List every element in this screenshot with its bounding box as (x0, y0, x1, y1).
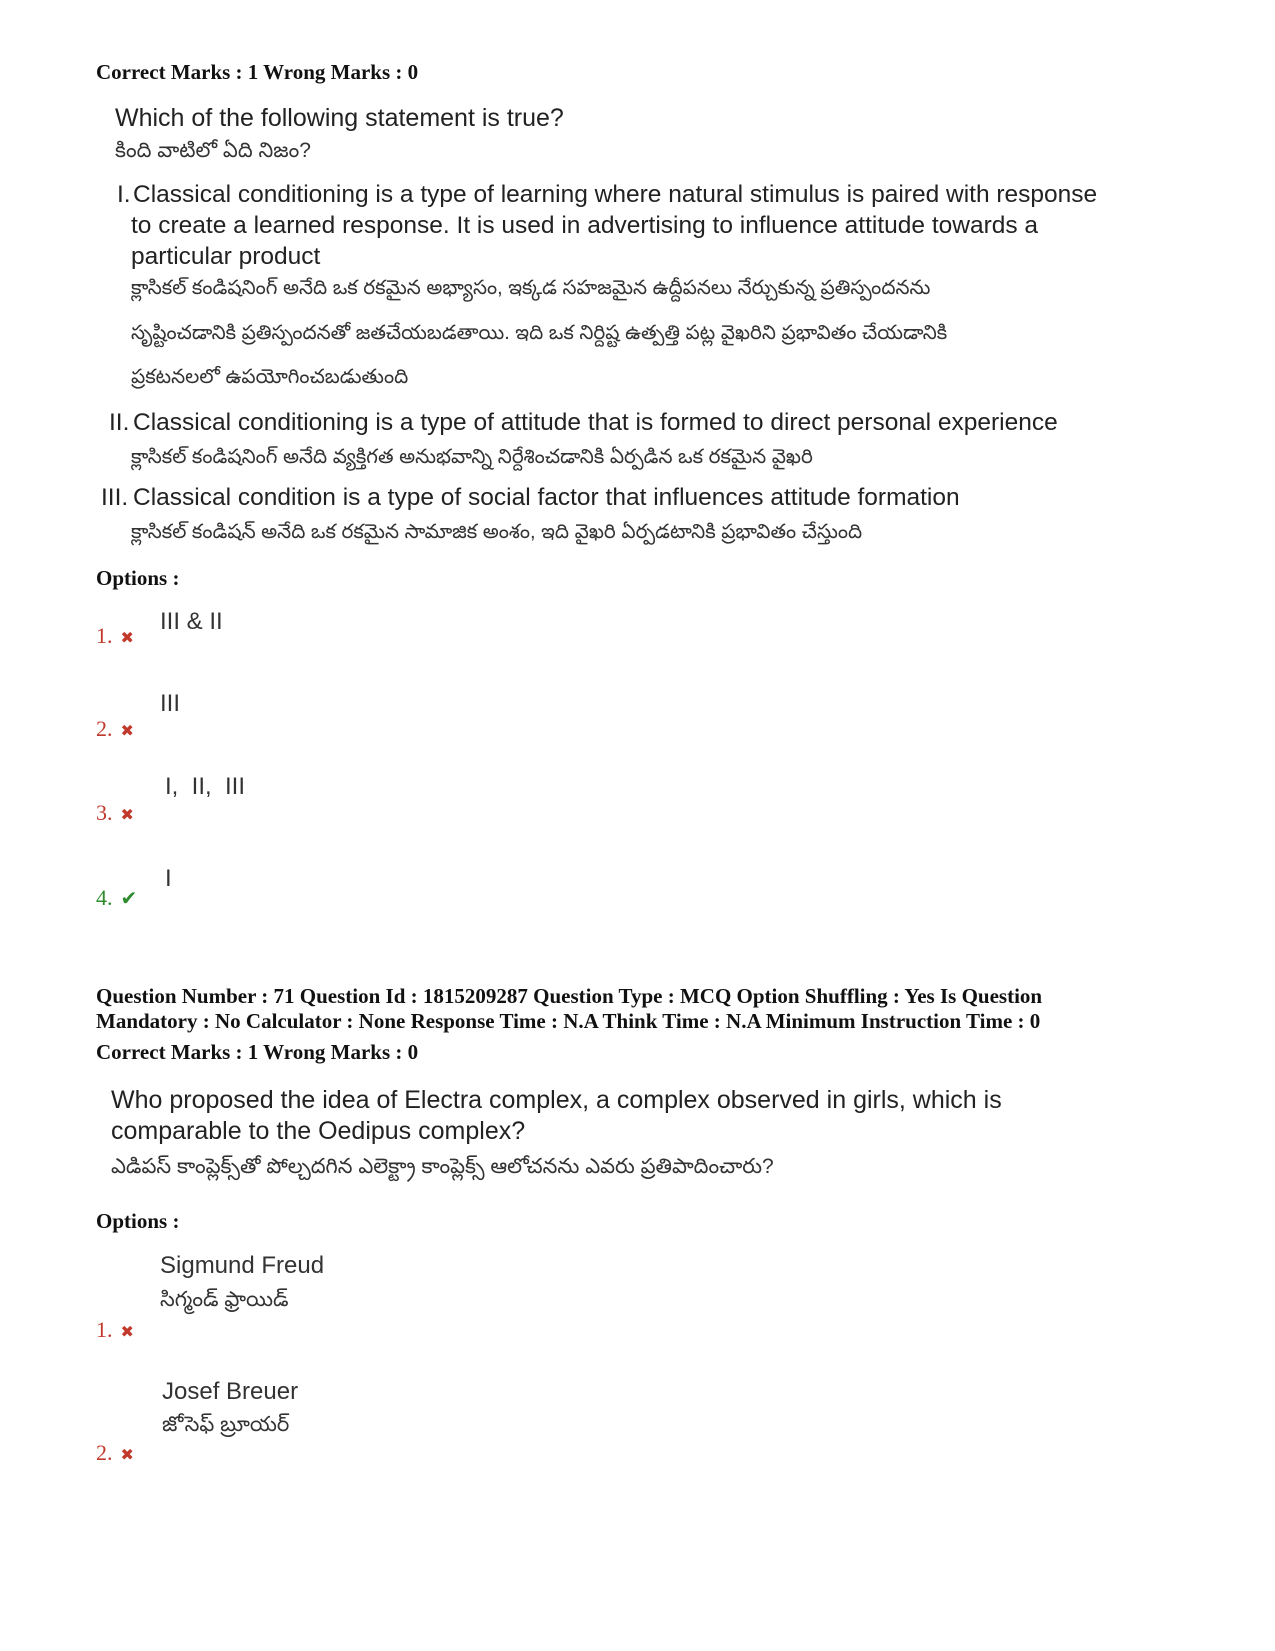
option-2-text: III (160, 690, 181, 717)
statement-2-te: క్లాసికల్ కండిషనింగ్ అనేది వ్యక్తిగత అనుభవాన్ని నిర్దేశించడానికి ఏర్పడిన ఒక రకమైన వైఖరి (131, 446, 813, 468)
statement-1-te-line-3: ప్రకటనలలో ఉపయోగించబడుతుంది (131, 366, 409, 388)
cross-icon: ✖ (120, 721, 134, 740)
statement-2-numeral: II. (109, 409, 130, 436)
option-4-number: 4. (96, 885, 113, 910)
option-b1-number: 1. (96, 1317, 113, 1342)
statement-1-te-line-2: సృష్టించడానికి ప్రతిస్పందనతో జతచేయబడతాయి. ఇది ఒక నిర్దిష్ట ఉత్పత్తి పట్ల వైఖరిని ప్రభావితం చేయడానికి (131, 322, 948, 344)
options-label: Options : (96, 566, 180, 590)
question-2-en-line-1: Who proposed the idea of Electra complex, a complex observed in girls, which is (111, 1086, 1002, 1114)
marks-line: Correct Marks : 1 Wrong Marks : 0 (96, 60, 419, 84)
cross-icon: ✖ (120, 628, 134, 647)
statement-1-en-line-3: particular product (131, 243, 321, 270)
option-1-marker (96, 623, 134, 649)
option-1-text: III & II (160, 608, 223, 635)
statement-3-numeral: III. (101, 484, 129, 511)
option-4-text: I (165, 865, 172, 892)
question-header-line-2: Mandatory : No Calculator : None Response Time : N.A Think Time : N.A Minimum Instruction Time : 0 (96, 1009, 1041, 1033)
option-4-marker (96, 885, 137, 911)
cross-icon: ✖ (120, 1322, 134, 1341)
option-3-number: 3. (96, 800, 113, 825)
statement-2-en: Classical conditioning is a type of attitude that is formed to direct personal experience (133, 409, 1058, 436)
option-b2-marker (96, 1440, 134, 1466)
option-b2-text-en: Josef Breuer (162, 1378, 299, 1405)
option-b2-text-te: జోసెఫ్ బ్రూయర్ (162, 1413, 290, 1436)
options-label-2: Options : (96, 1209, 180, 1233)
option-2-number: 2. (96, 716, 113, 741)
option-b1-marker (96, 1317, 134, 1343)
question-text-en: Which of the following statement is true? (115, 104, 564, 132)
cross-icon: ✖ (120, 805, 134, 824)
option-b1-text-te: సిగ్మండ్ ఫ్రాయిడ్ (160, 1288, 289, 1311)
statement-3-te: క్లాసికల్ కండిషన్ అనేది ఒక రకమైన సామాజిక అంశం, ఇది వైఖరి ఏర్పడటానికి ప్రభావితం చేస్తుంది (131, 521, 863, 543)
statement-1-en-line-1: Classical conditioning is a type of learning where natural stimulus is paired with response (133, 181, 1098, 208)
check-icon: ✔ (120, 886, 138, 910)
question-header-line-1: Question Number : 71 Question Id : 1815209287 Question Type : MCQ Option Shuffling : Yes Is Question (96, 984, 1043, 1008)
question-2-te: ఎడిపస్ కాంప్లెక్స్‌తో పోల్చదగిన ఎలెక్ట్రా కాంప్లెక్స్ ఆలోచనను ఎవరు ప్రతిపాదించారు? (111, 1155, 774, 1178)
option-3-text: I, II, III (165, 773, 246, 800)
statement-1-numeral: I. (117, 181, 131, 208)
question-text-te: కింది వాటిలో ఏది నిజం? (115, 139, 311, 162)
statement-1-en-line-2: to create a learned response. It is used in advertising to influence attitude towards a (131, 212, 1039, 239)
cross-icon: ✖ (120, 1445, 134, 1464)
option-b1-text-en: Sigmund Freud (160, 1252, 325, 1279)
statement-3-en: Classical condition is a type of social factor that influences attitude formation (133, 484, 960, 511)
option-2-marker (96, 716, 134, 742)
question-2-en-line-2: comparable to the Oedipus complex? (111, 1117, 526, 1145)
statement-1-te-line-1: క్లాసికల్ కండిషనింగ్ అనేది ఒక రకమైన అభ్యాసం, ఇక్కడ సహజమైన ఉద్దీపనలు నేర్చుకున్న ప్రతిస్పందనను (131, 277, 931, 299)
marks-line-2: Correct Marks : 1 Wrong Marks : 0 (96, 1040, 419, 1064)
option-1-number: 1. (96, 623, 113, 648)
option-b2-number: 2. (96, 1440, 113, 1465)
option-3-marker (96, 800, 134, 826)
